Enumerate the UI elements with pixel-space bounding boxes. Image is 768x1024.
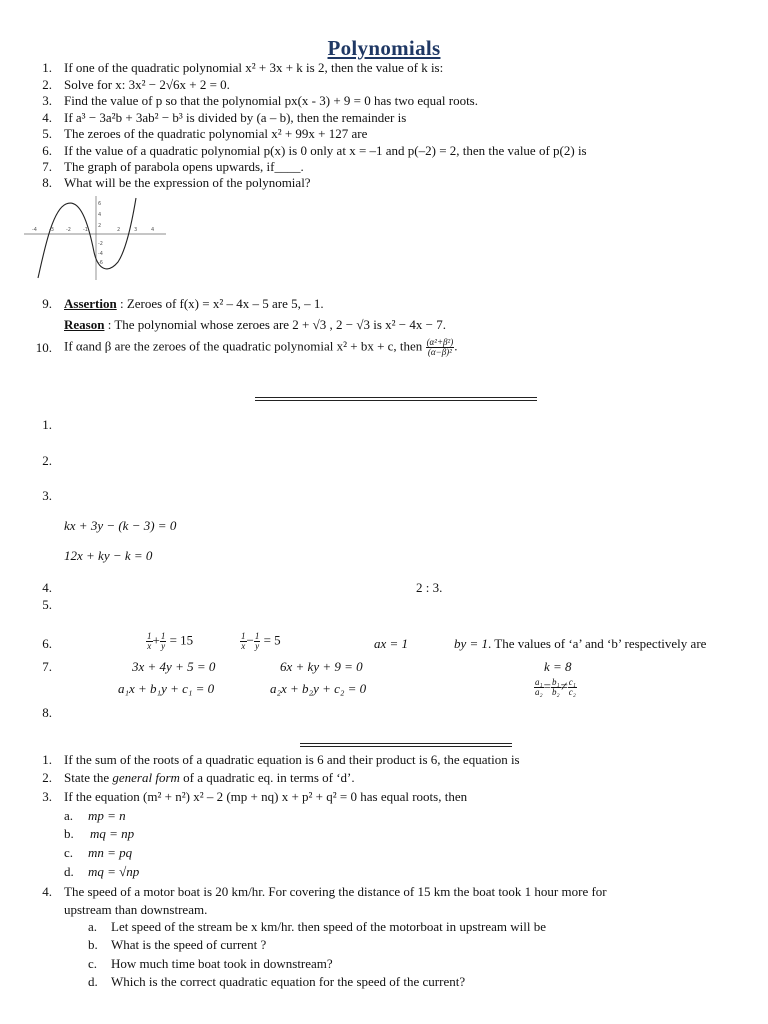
q-number: 4. [42,580,52,595]
x-tick-label: 2 [117,227,121,233]
y-tick-label: 4 [98,212,102,218]
equation: kx + 3y − (k − 3) = 0 [64,518,177,533]
question-text: If the equation (m² + n²) x² – 2 (mp + nq) x + p² + q² = 0 has equal roots, then [64,789,468,804]
q-number: 7. [42,659,52,674]
sub-label: d. [88,974,98,989]
q-number: 2. [42,77,52,92]
option-label: a. [64,808,74,823]
option-label: b. [64,826,74,841]
q-number: 1. [42,60,52,75]
question-text [64,770,355,786]
option-text: mq = np [90,826,135,841]
question-text: If the sum of the roots of a quadratic equation is 6 and their product is 6, the equation is [64,752,520,767]
q7-equation-3: a₁x + b₁y + c₁ = 0 [118,681,215,696]
q6-ax: ax = 1 [374,636,409,651]
q-number: 3. [42,789,52,804]
q7-equation-4: a₂x + b₂y + c₂ = 0 [270,681,367,696]
question-text: Solve for x: 3x² − 2√6x + 2 = 0. [64,77,230,92]
q-number: 4. [42,884,52,899]
q-number: 1. [42,417,52,432]
q10-fraction [426,337,458,357]
ratio-text: 2 : 3. [416,580,443,595]
x-tick-label: -3 [49,227,54,233]
q7-equation-2: 6x + ky + 9 = 0 [280,659,363,674]
sub-label: c. [88,956,98,971]
y-tick-label: 6 [98,201,102,207]
q-number: 4. [42,110,52,125]
question-text: What will be the expression of the polynomial? [64,175,311,190]
option-text: mn = pq [88,845,133,860]
question-text: If one of the quadratic polynomial x² + 3x + k is 2, then the value of k is: [64,60,444,75]
reason-label: Reason [64,317,105,332]
reason-line [64,317,446,333]
q-number: 1. [42,752,52,767]
polynomial-curve [38,198,136,278]
sub-label: a. [88,919,98,934]
sub-label: b. [88,937,98,952]
q6-equation-1: $\frac{1}{x}$ + $\frac{1}{y}$ = 15 [147,631,194,651]
q-number: 5. [42,126,52,141]
q2-text-a: State the [64,770,113,785]
x-tick-label: 4 [151,227,155,233]
q10-text: If αand β are the zeroes of the quadratic polynomial x² + bx + c, then [64,338,423,354]
question-text: The speed of a motor boat is 20 km/hr. For covering the distance of 15 km the boat took 1 hour more for [64,884,607,899]
q-number: 3. [42,93,52,108]
question-text: If the value of a quadratic polynomial p(x) is 0 only at x = –1 and p(–2) = 2, then the value of p(2) is [64,143,587,158]
q10-end: . [454,338,458,354]
sub-text: Let speed of the stream be x km/hr. then speed of the motorboat in upstream will be [111,919,547,934]
sub-text: How much time boat took in downstream? [111,956,333,971]
q-number: 3. [42,488,52,503]
q-number: 6. [42,636,52,651]
q6-eq1-end: = 15 [169,632,194,648]
q7-ratio-condition: $\frac{\text{a₁}}{\text{a₂}}$ = $\frac{\text{b₁}}{\text{b₂}}$ ≠ $\frac{\text{c₁}}{\text{c₂}}$ [535,677,576,697]
question-text [64,338,457,357]
section-divider [300,746,512,747]
assertion-label: Assertion [64,296,117,311]
question-text: If a³ − 3a²b + 3ab² − b³ is divided by (a – b), then the remainder is [64,110,407,125]
section-divider [255,400,537,401]
section-divider [255,397,537,398]
y-tick-label: -4 [98,251,103,257]
q-number: 8. [42,175,52,190]
q-number: 7. [42,159,52,174]
q-number: 2. [42,770,52,785]
section-divider [300,743,512,744]
q6-line-end [454,636,706,652]
q6-text: . The values of ‘a’ and ‘b’ respectively are [488,636,707,651]
page-title: Polynomials [327,36,441,60]
sub-text: What is the speed of current ? [111,937,267,952]
question-text: upstream than downstream. [64,902,208,917]
reason-text: : The polynomial whose zeroes are 2 + √3 , 2 − √3 is x² − 4x − 7. [104,317,446,332]
option-label: d. [64,864,74,879]
q-number: 5. [42,597,52,612]
q7-equation-1: 3x + 4y + 5 = 0 [132,659,216,674]
y-tick-label: -6 [98,260,103,266]
x-tick-label: -2 [66,227,71,233]
assertion-line [64,296,324,312]
fraction-bottom: (α−β)² [427,347,452,357]
q6-by: by = 1 [454,636,489,651]
question-text: The graph of parabola opens upwards, if____. [64,159,304,174]
question-text: Find the value of p so that the polynomial px(x - 3) + 9 = 0 has two equal roots. [64,93,478,108]
q-number: 8. [42,705,52,720]
q-number: 10. [35,340,52,355]
y-tick-label: 2 [98,223,102,229]
question-text: The zeroes of the quadratic polynomial x² + 99x + 127 are [64,126,368,141]
sub-text: Which is the correct quadratic equation for the speed of the current? [111,974,466,989]
fraction-top: (α²+β²) [426,337,454,347]
x-tick-label: 3 [134,227,138,233]
assertion-text: : Zeroes of f(x) = x² – 4x – 5 are 5, – 1. [116,296,324,311]
q2-italic: general form [112,770,180,785]
x-tick-label: -4 [32,227,37,233]
q7-k-value: k = 8 [544,659,572,674]
polynomial-graph [22,192,168,282]
y-tick-label: -2 [98,241,103,247]
x-tick-label: -1 [83,227,88,233]
q2-text-b: of a quadratic eq. in terms of ‘d’. [179,770,355,785]
option-label: c. [64,845,74,860]
q6-eq2-end: = 5 [263,632,281,648]
q-number: 9. [42,296,52,311]
q6-equation-2: $\frac{1}{x}$ − $\frac{1}{y}$ = 5 [241,631,281,651]
q-number: 2. [42,453,52,468]
option-text: mp = n [88,808,126,823]
option-text: mq = √np [88,864,140,879]
q-number: 6. [42,143,52,158]
equation: 12x + ky − k = 0 [64,548,153,563]
